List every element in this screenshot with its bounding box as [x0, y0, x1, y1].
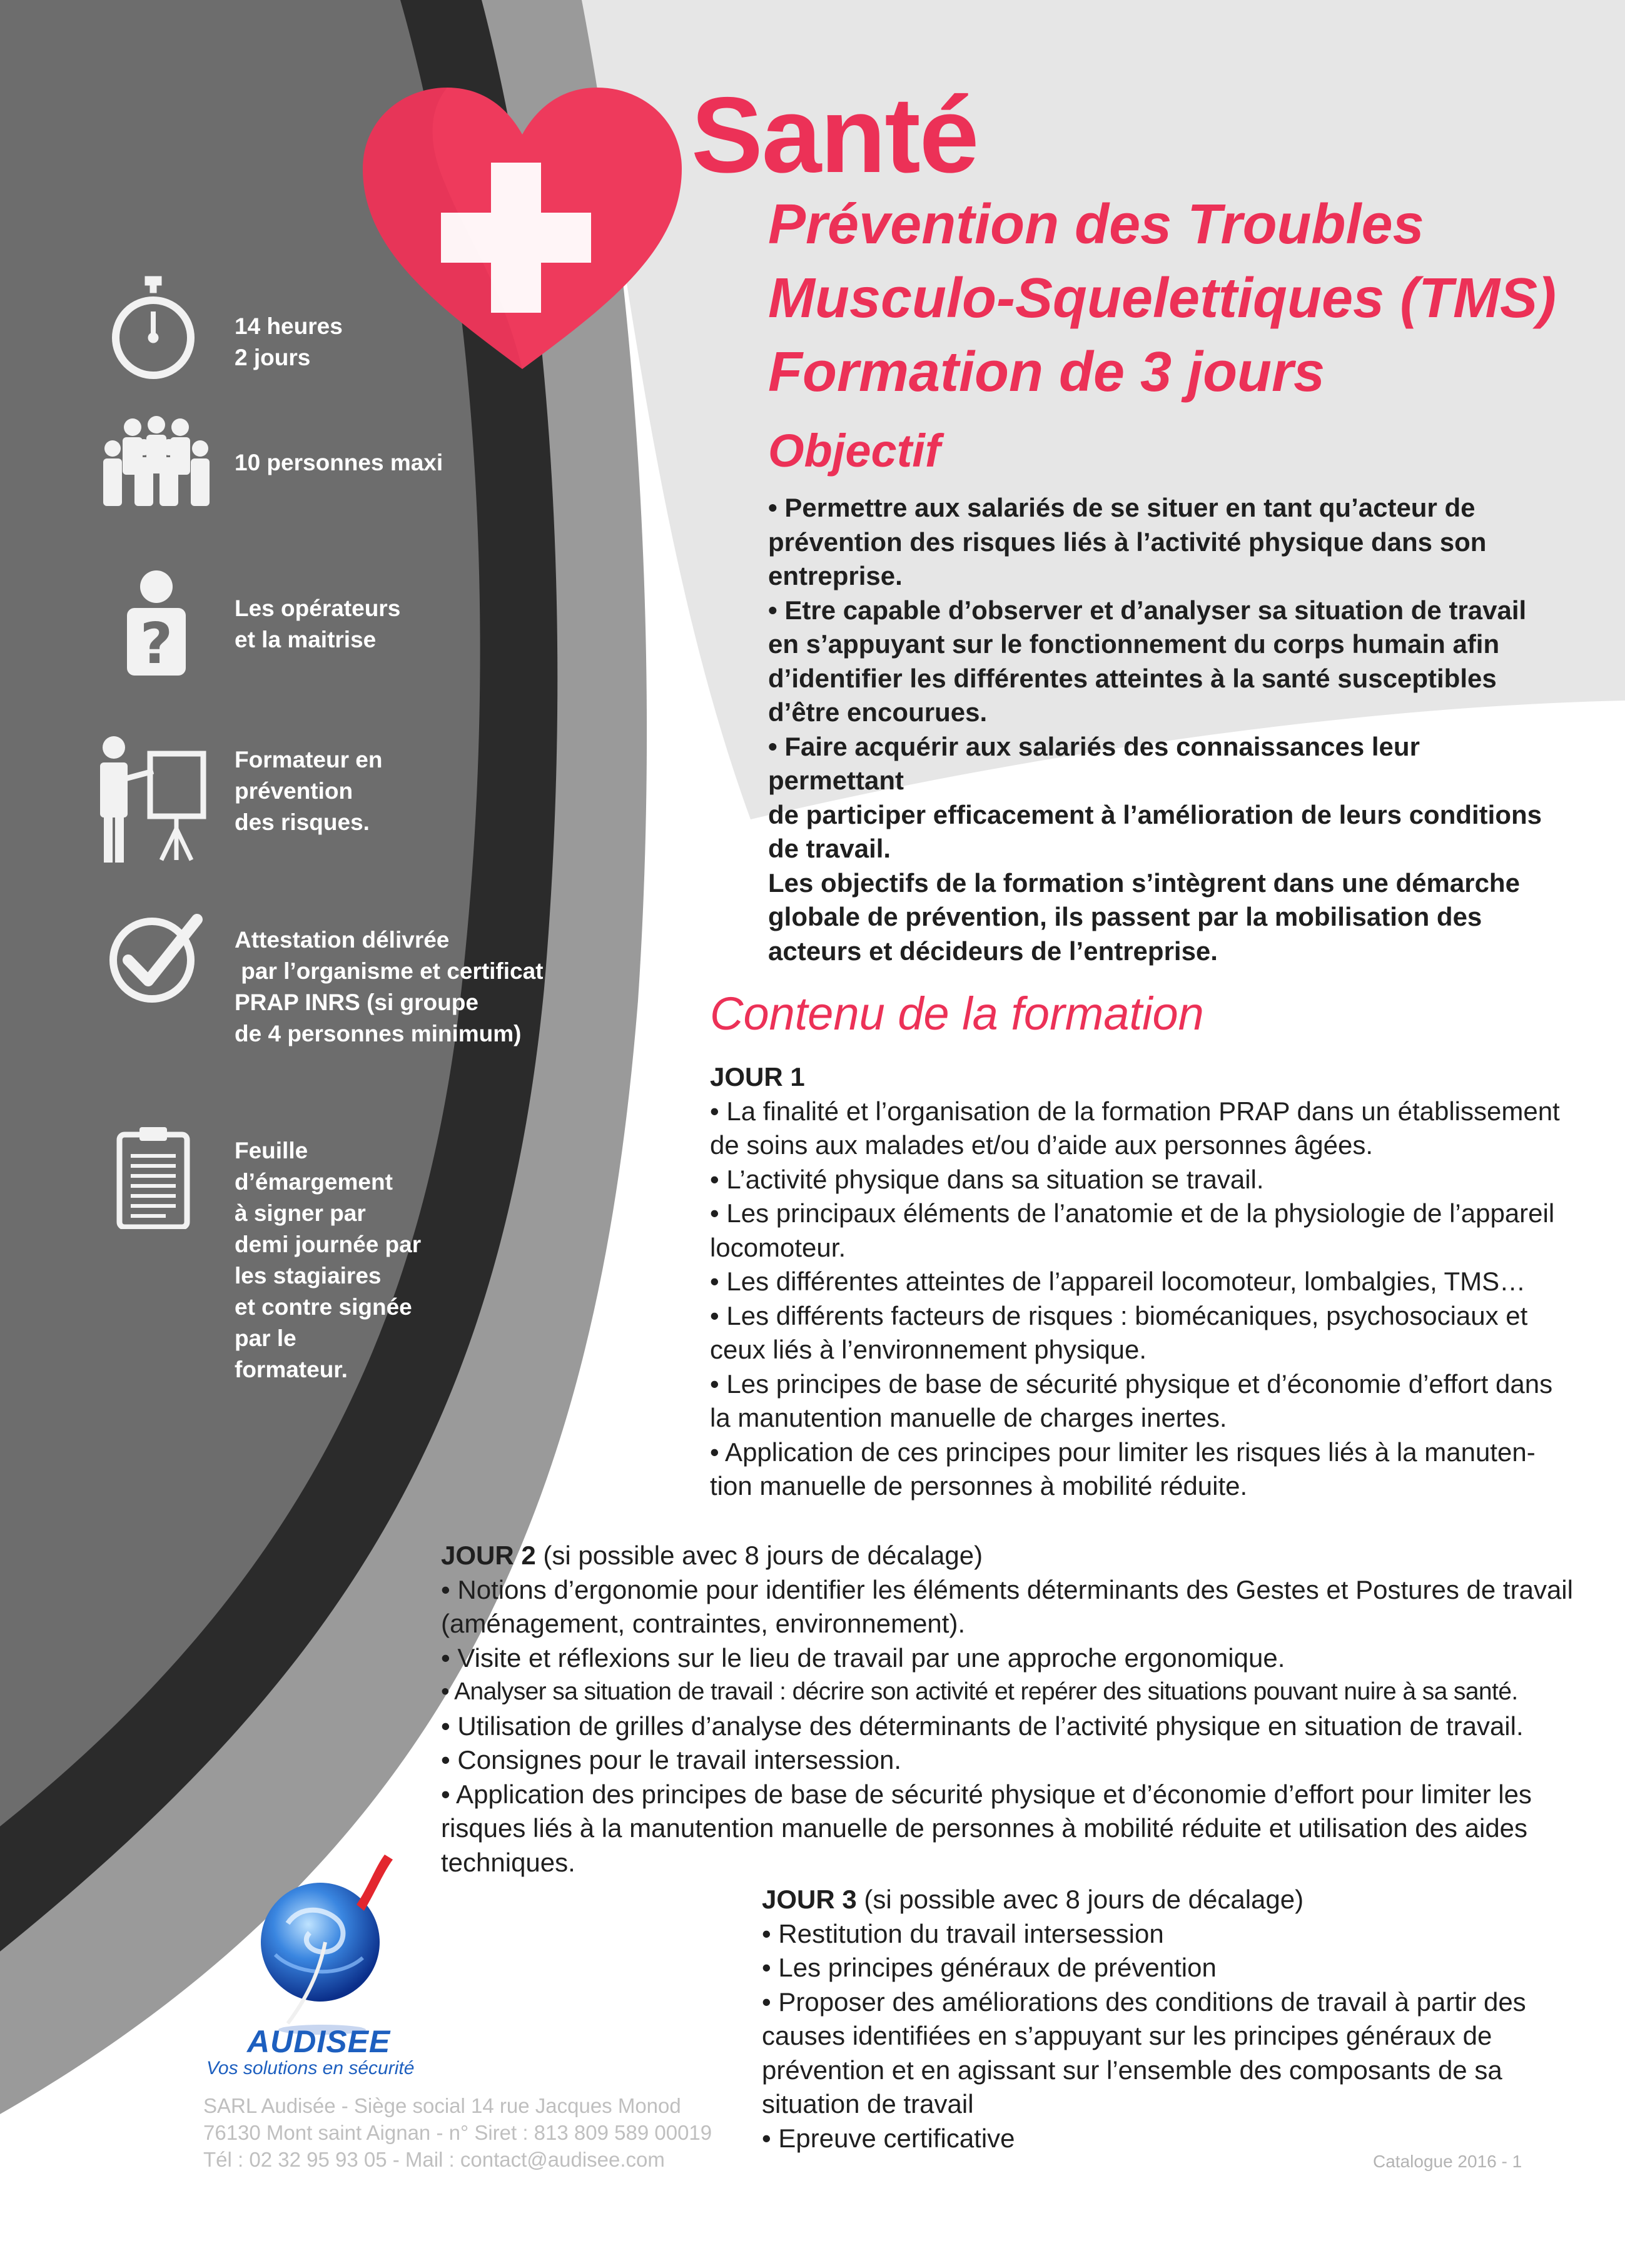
heart-cross-icon: [357, 81, 688, 375]
day3-line: • Proposer des améliorations des conditions de travail à partir des: [762, 1987, 1526, 2017]
sidebar-item-trainer: Formateur en prévention des risques.: [235, 747, 383, 835]
objective-line: de travail.: [768, 834, 891, 863]
day1-line: • Les différents facteurs de risques : biomécaniques, psychosociaux et: [710, 1300, 1528, 1330]
day1-line: • Application de ces principes pour limiter les risques liés à la manuten-: [710, 1437, 1536, 1467]
catalogue-label: Catalogue 2016 - 1: [1373, 2152, 1522, 2171]
day3-heading: JOUR 3 (si possible avec 8 jours de décalage): [762, 1885, 1304, 1914]
subtitle-line-1: Prévention des Troubles: [768, 193, 1424, 256]
sidebar-item-attendance-sheet: Feuille d’émargement à signer par demi journée par les stagiaires et contre signée par le formateur.: [235, 1138, 422, 1382]
day2-heading: JOUR 2 (si possible avec 8 jours de décalage): [441, 1541, 983, 1570]
day1-line: ceux liés à l’environnement physique.: [710, 1335, 1147, 1364]
trainer-board-icon: [94, 735, 210, 863]
day1-line: • La finalité et l’organisation de la formation PRAP dans un établissement: [710, 1096, 1560, 1126]
sidebar-item-capacity: 10 personnes maxi: [235, 450, 443, 475]
check-circle-icon: [103, 907, 203, 1007]
subtitle-line-3: Formation de 3 jours: [768, 341, 1325, 403]
day1-line: • L’activité physique dans sa situation se travail.: [710, 1164, 1264, 1194]
sidebar-item-duration: 14 heures 2 jours: [235, 313, 343, 370]
day3-line: • Restitution du travail intersession: [762, 1918, 1164, 1948]
day1-heading: JOUR 1: [710, 1062, 805, 1091]
day3-line: situation de travail: [762, 2089, 974, 2119]
objective-line: • Faire acquérir aux salariés des connaissances leur permettant: [768, 731, 1420, 795]
group-people-icon: [100, 416, 213, 507]
day1-line: • Les différentes atteintes de l’appareil locomoteur, lombalgies, TMS…: [710, 1267, 1526, 1296]
day3-line: prévention et en agissant sur l’ensemble des composants de sa: [762, 2055, 1502, 2085]
day1-line: • Les principes de base de sécurité physique et d’économie d’effort dans: [710, 1369, 1553, 1399]
footer-address: SARL Audisée - Siège social 14 rue Jacques Monod 76130 Mont saint Aignan - n° Siret : 813 809 589 00019 Tél : 02 32 95 93 05 - Mail : contact@audisee.com: [203, 2094, 712, 2171]
day2-line: (aménagement, contraintes, environnement).: [441, 1609, 966, 1638]
objective-line: prévention des risques liés à l’activité physique dans son: [768, 527, 1487, 557]
day2-line: risques liés à la manutention manuelle de personnes à mobilité réduite et utilisation des aides: [441, 1813, 1528, 1843]
day2-line: • Utilisation de grilles d’analyse des déterminants de l’activité physique en situation de travail.: [441, 1711, 1524, 1741]
day2-line: techniques.: [441, 1847, 575, 1877]
objective-text: [768, 491, 1556, 968]
objective-line: • Permettre aux salariés de se situer en tant qu’acteur de: [768, 493, 1476, 522]
clipboard-icon: [116, 1126, 191, 1229]
day1-block: [710, 1060, 1560, 1504]
logo-tagline: Vos solutions en sécurité: [206, 2058, 415, 2078]
objective-line: Les objectifs de la formation s’intègrent dans une démarche: [768, 868, 1520, 898]
page-title: Santé: [691, 75, 978, 195]
sidebar-item-audience: Les opérateurs et la maitrise: [235, 595, 401, 652]
objective-line: de participer efficacement à l’amélioration de leurs conditions: [768, 799, 1542, 829]
day2-line: • Notions d’ergonomie pour identifier les éléments déterminants des Gestes et Postures de travail: [441, 1574, 1573, 1604]
objective-line: entreprise.: [768, 561, 903, 590]
day1-line: la manutention manuelle de charges inertes.: [710, 1403, 1227, 1432]
objective-line: d’être encourues.: [768, 697, 988, 727]
day2-block: [441, 1539, 1573, 1880]
day2-line: • Visite et réflexions sur le lieu de travail par une approche ergonomique.: [441, 1643, 1285, 1673]
objective-line: en s’appuyant sur le fonctionnement du corps humain afin: [768, 629, 1500, 659]
objective-line: • Etre capable d’observer et d’analyser sa situation de travail: [768, 595, 1527, 625]
sidebar-item-certificate: Attestation délivrée par l’organisme et certificat PRAP INRS (si groupe de 4 personnes minimum): [235, 927, 544, 1046]
day2-line: • Application des principes de base de sécurité physique et d’économie d’effort pour limiter les: [441, 1779, 1532, 1809]
day3-line: • Les principes généraux de prévention: [762, 1953, 1217, 1982]
day3-line: causes identifiées en s’appuyant sur les principes généraux de: [762, 2021, 1492, 2050]
subtitle-block: [768, 188, 1556, 409]
person-question-icon: [122, 569, 191, 676]
objective-line: d’identifier les différentes atteintes à la santé susceptibles: [768, 663, 1497, 693]
day1-line: tion manuelle de personnes à mobilité réduite.: [710, 1471, 1248, 1501]
day2-line: • Consignes pour le travail intersession.: [441, 1745, 902, 1774]
day1-line: de soins aux malades et/ou d’aide aux personnes âgées.: [710, 1130, 1374, 1160]
stopwatch-icon: [106, 275, 200, 382]
day3-block: [762, 1883, 1526, 2155]
audisee-globe-logo: [250, 1848, 400, 2036]
objective-line: acteurs et décideurs de l’entreprise.: [768, 936, 1218, 966]
day3-line: • Epreuve certificative: [762, 2123, 1015, 2153]
objective-line: globale de prévention, ils passent par la mobilisation des: [768, 902, 1482, 931]
day2-line: • Analyser sa situation de travail : décrire son activité et repérer des situations pouvant nuire à sa santé.: [441, 1678, 1518, 1705]
content-title: Contenu de la formation: [710, 988, 1204, 1040]
day1-line: locomoteur.: [710, 1232, 846, 1262]
svg-text:?: ?: [139, 611, 173, 676]
objective-title: Objectif: [768, 425, 941, 477]
logo-name: AUDISEE: [247, 2024, 391, 2059]
subtitle-line-2: Musculo-Squelettiques (TMS): [768, 267, 1556, 330]
day1-line: • Les principaux éléments de l’anatomie et de la physiologie de l’appareil: [710, 1198, 1555, 1228]
